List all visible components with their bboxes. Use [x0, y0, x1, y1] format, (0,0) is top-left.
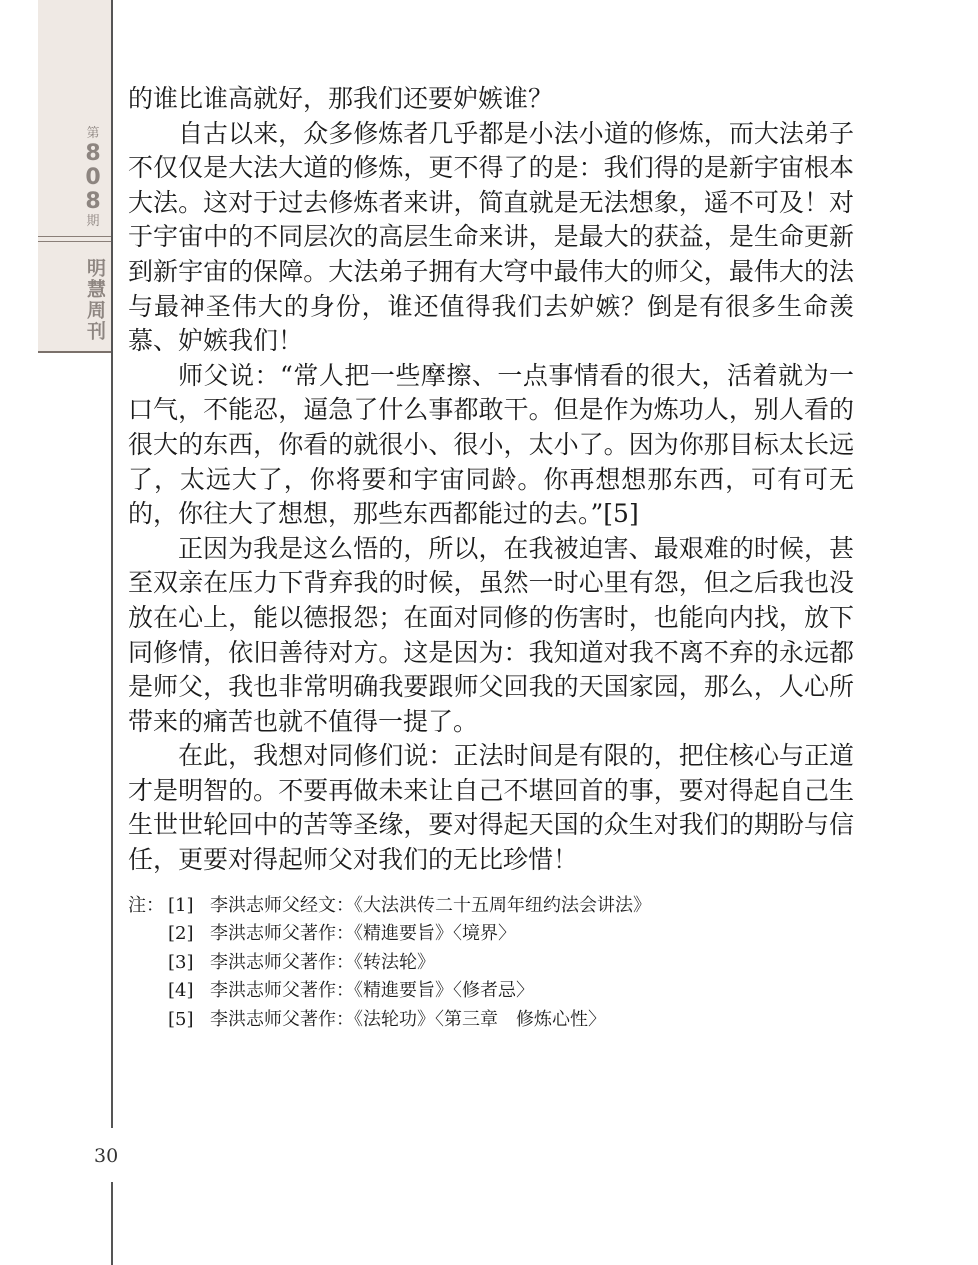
magazine-title: 明慧周刊: [84, 258, 106, 342]
paragraph: 正因为我是这么悟的，所以，在我被迫害、最艰难的时候，甚至双亲在压力下背弃我的时候，虽然一时心里有怨，但之后我也没放在心上，能以德报怨；在面对同修的伤害时，也能向内找，放下同修情，依旧善待对方。这是因为：我知道对我不离不弃的永远都是师父，我也非常明确我要跟师父回我的天国家园，那么，人心所带来的痛苦也就不值得一提了。: [128, 533, 854, 736]
footnote-label: 注：: [128, 894, 164, 916]
paragraph: 自古以来，众多修炼者几乎都是小法小道的修炼，而大法弟子不仅仅是大法大道的修炼，更不得了的是：我们得的是新宇宙根本大法。这对于过去修炼者来讲，简直就是无法想象，遥不可及！对于宇宙中的不同层次的高层生命来讲，是最大的获益，是生命更新到新宇宙的保障。大法弟子拥有大穹中最伟大的师父，最伟大的法与最神圣伟大的身份，谁还值得我们去妒嫉？倒是有很多生命羡慕、妒嫉我们！: [128, 118, 854, 356]
sidebar-divider: [38, 351, 112, 353]
margin-rule: [111, 0, 113, 1128]
footnote: [128, 892, 854, 921]
paragraph: 在此，我想对同修们说：正法时间是有限的，把住核心与正道才是明智的。不要再做未来让自己不堪回首的事，要对得起自己生生世世轮回中的苦等圣缘，要对得起天国的众生对我们的期盼与信任，更要对得起师父对我们的无比珍惜！: [128, 741, 854, 875]
issue-prefix: 第: [86, 126, 100, 141]
sidebar-divider: [38, 236, 112, 237]
paragraph: 师父说：“常人把一些摩擦、一点事情看的很大，活着就为一口气，不能忍，逼急了什么事都敢干。但是作为炼功人，别人看的很大的东西，你看的就很小、很小，太小了。因为你那目标太长远了，太远大了，你将要和宇宙同龄。你再想想那东西，可有可无的，你往大了想想，那些东西都能过的去。”[5]: [128, 360, 854, 529]
footnote-ref: [2]: [168, 923, 194, 945]
footnote: [128, 920, 854, 949]
footnote: [128, 1006, 854, 1035]
paragraph: 的谁比谁高就好，那我们还要妒嫉谁？: [128, 84, 554, 113]
article-body: [128, 82, 854, 1034]
issue-digit: 8: [85, 141, 101, 166]
footnote-ref: [3]: [168, 951, 194, 973]
footnotes: [128, 892, 854, 1035]
footnote: [128, 949, 854, 978]
issue-suffix: 期: [86, 214, 100, 229]
footnote-ref: [5]: [168, 1008, 194, 1030]
footnote-text: 李洪志师父著作：《精進要旨》〈境界〉: [210, 923, 516, 945]
issue-digit: 0: [85, 165, 101, 190]
footnote-text: 李洪志师父著作：《转法轮》: [210, 951, 435, 973]
issue-number: [78, 126, 108, 230]
sidebar-divider: [38, 241, 112, 242]
issue-digit: 8: [85, 189, 101, 214]
footnote-ref: [1]: [168, 894, 194, 916]
footnote-text: 李洪志师父著作：《精進要旨》〈修者忌〉: [210, 980, 534, 1002]
footnote-text: 李洪志师父经文：《大法洪传二十五周年纽约法会讲法》: [210, 894, 651, 916]
footnote-text: 李洪志师父著作：《法轮功》〈第三章 修炼心性〉: [210, 1008, 606, 1030]
footnote: [128, 977, 854, 1006]
page-number: 30: [94, 1145, 119, 1167]
footnote-ref: [4]: [168, 980, 194, 1002]
margin-rule: [111, 1182, 113, 1265]
